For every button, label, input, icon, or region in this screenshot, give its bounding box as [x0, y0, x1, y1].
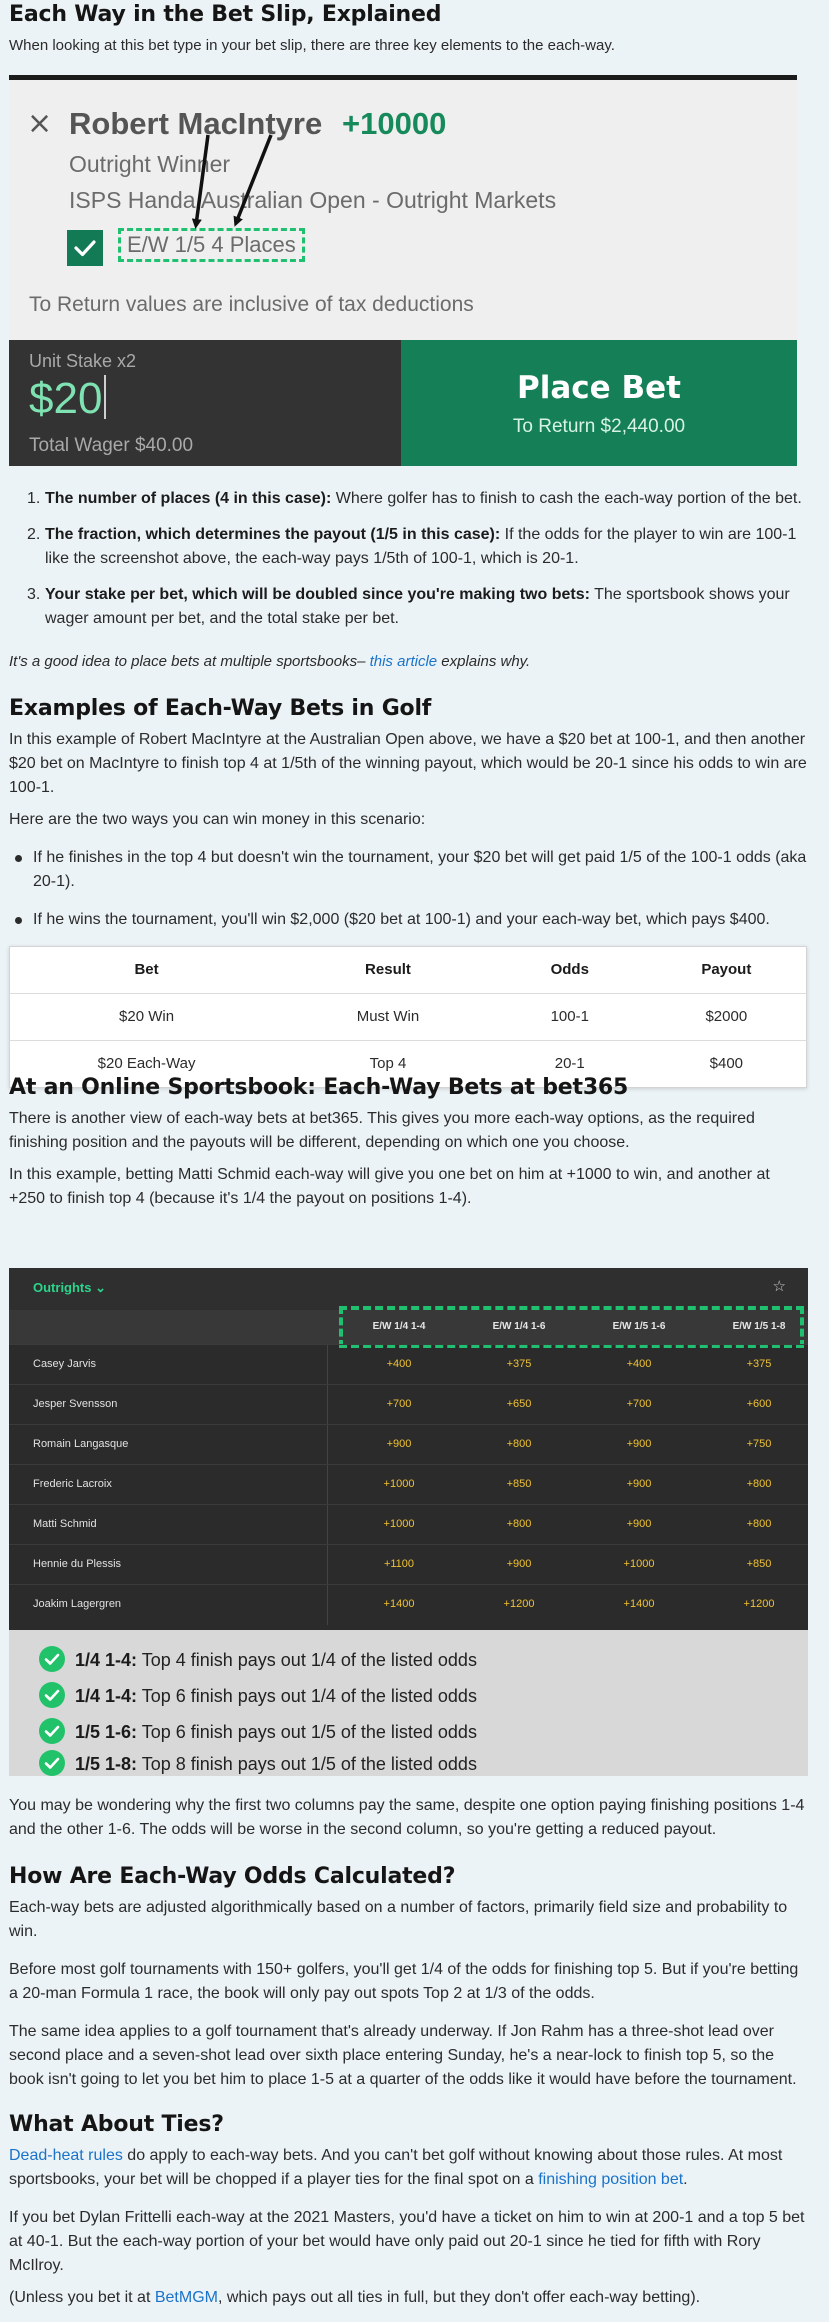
player-name: Robert MacIntyre [69, 106, 323, 141]
each-way-columns-highlight [339, 1306, 804, 1348]
odds-cell[interactable]: +900 [626, 1438, 652, 1450]
table-row [9, 1464, 808, 1504]
odds-cell[interactable]: +1100 [383, 1558, 415, 1570]
column-header: Payout [701, 961, 752, 979]
section-heading-odds-calculated: How Are Each-Way Odds Calculated? [9, 1864, 456, 1889]
odds-cell[interactable]: +800 [746, 1478, 772, 1490]
to-return-amount: To Return $2,440.00 [512, 416, 686, 437]
table-cell: $2000 [647, 994, 807, 1041]
check-circle-icon [39, 1682, 65, 1708]
column-header: E/W 1/4 1-4 [372, 1321, 426, 1332]
column-header: Result [365, 961, 411, 979]
bet365-outrights-screenshot [9, 1268, 808, 1630]
examples-paragraph: In this example of Robert MacIntyre at the Australian Open above, we have a $20 bet at 100-1, and then another $20 bet on MacIntyre to finish top 4 at 1/5th of the winning payout, which would be 20-1 since his odds to win are 100-1. [9, 731, 807, 796]
outrights-dropdown[interactable]: Outrights ⌄ [33, 1280, 106, 1295]
player-name: Hennie du Plessis [33, 1558, 122, 1570]
odds-cell[interactable]: +1400 [383, 1598, 415, 1610]
odds-cell[interactable]: +1400 [623, 1598, 655, 1610]
player-name: Frederic Lacroix [33, 1478, 112, 1490]
odds-cell[interactable]: +800 [506, 1438, 532, 1450]
table-cell: 20-1 [493, 1041, 647, 1088]
player-name: Jesper Svensson [33, 1398, 118, 1410]
odds-cell[interactable]: +600 [746, 1398, 772, 1410]
section-heading-bet-slip: Each Way in the Bet Slip, Explained [9, 2, 442, 27]
player-name: Joakim Lagergren [33, 1598, 122, 1610]
odds-cell[interactable]: +900 [506, 1558, 532, 1570]
odds-cell[interactable]: +900 [626, 1518, 652, 1530]
list-item: If he finishes in the top 4 but doesn't win the tournament, your $20 bet will get paid 1/5 of the 100-1 odds (aka 20-1). [9, 846, 809, 894]
market-name: Outright Winner [69, 151, 231, 177]
odds-cell[interactable]: +800 [746, 1518, 772, 1530]
table-cell: $20 Each-Way [10, 1041, 284, 1088]
player-name: Casey Jarvis [33, 1358, 96, 1370]
section-heading-ties: What About Ties? [9, 2112, 224, 2137]
each-way-example-table [9, 946, 807, 1088]
each-way-terms: E/W 1/5 4 Places [118, 228, 305, 262]
this-article-link[interactable]: this article [369, 653, 438, 670]
text-cursor [104, 375, 106, 419]
place-bet-button[interactable] [401, 340, 797, 466]
odds-cell[interactable]: +850 [746, 1558, 772, 1570]
odds-cell[interactable]: +800 [506, 1518, 532, 1530]
finishing-position-bet-link[interactable]: finishing position bet [538, 2171, 684, 2188]
bet365-intro: There is another view of each-way bets at bet365. This gives you more each-way options, as the required finishing position and the payouts will be different, depending on which one you choose. [9, 1110, 755, 1151]
odds-cell[interactable]: +700 [386, 1398, 412, 1410]
stake-input[interactable] [29, 370, 106, 428]
odds-cell[interactable]: +400 [626, 1358, 652, 1370]
stake-label: Unit Stake x2 [29, 351, 137, 371]
section-intro: When looking at this bet type in your bet slip, there are three key elements to the each-way. [9, 37, 615, 54]
table-row [9, 1504, 808, 1544]
each-way-elements-list [27, 487, 807, 643]
table-header-row [10, 947, 807, 994]
win-scenarios-list [9, 846, 809, 946]
star-icon[interactable]: ☆ [772, 1277, 786, 1295]
odds-cell[interactable]: +1200 [743, 1598, 775, 1610]
table-cell: 100-1 [493, 994, 647, 1041]
column-header: E/W 1/5 1-6 [612, 1321, 666, 1332]
column-header: E/W 1/4 1-6 [492, 1321, 546, 1332]
ties-paragraph-2: If you bet Dylan Frittelli each-way at the 2021 Masters, you'd have a ticket on him to win at 200-1 and a top 5 bet at 40-1. But the each-way portion of your bet would have only paid out 20-1 since he tied for fifth with Rory McIlroy. [9, 2209, 805, 2274]
bet-slip-screenshot [9, 75, 797, 465]
ties-paragraph-1: Dead-heat rules do apply to each-way bets. And you can't bet golf without knowing about those rules. At most sportsbooks, your bet will be chopped if a player ties for the final spot on a finishing position bet. [9, 2147, 783, 2188]
odds-cell[interactable]: +1200 [503, 1598, 535, 1610]
table-row [9, 1584, 808, 1624]
check-circle-icon [39, 1718, 65, 1744]
odds-cell[interactable]: +850 [506, 1478, 532, 1490]
odds-cell[interactable]: +375 [746, 1358, 772, 1370]
table-row [9, 1384, 808, 1424]
table-row [9, 1424, 808, 1464]
player-name: Matti Schmid [33, 1518, 97, 1530]
betmgm-link[interactable]: BetMGM [154, 2289, 218, 2306]
table-cell: Top 4 [283, 1041, 493, 1088]
close-icon[interactable]: × [27, 106, 53, 141]
bet365-header [9, 1268, 808, 1310]
odds-cell[interactable]: +1000 [623, 1558, 655, 1570]
matti-schmid-example: In this example, betting Matti Schmid each-way will give you one bet on him at +1000 to win, and another at +250 to finish top 4 (because it's 1/4 the payout on positions 1-4). [9, 1166, 770, 1207]
player-name: Romain Langasque [33, 1438, 129, 1450]
event-name: ISPS Handa Australian Open - Outright Markets [69, 187, 557, 213]
column-header: E/W 1/5 1-8 [732, 1321, 786, 1332]
annotation-arrows-icon [9, 75, 797, 275]
odds-cell[interactable]: +700 [626, 1398, 652, 1410]
stake-value: $20 [29, 374, 103, 423]
odds-cell[interactable]: +900 [626, 1478, 652, 1490]
odds-cell[interactable]: +1000 [383, 1518, 415, 1530]
table-row [9, 1344, 808, 1384]
table-cell: $20 Win [10, 994, 284, 1041]
stake-panel[interactable] [9, 340, 401, 466]
odds-calculated-paragraph-1: Each-way bets are adjusted algorithmically based on a number of factors, primarily field size and probability to win. [9, 1899, 788, 1940]
check-circle-icon [39, 1750, 65, 1776]
section-heading-bet365: At an Online Sportsbook: Each-Way Bets at bet365 [9, 1075, 629, 1100]
odds-cell[interactable]: +400 [386, 1358, 412, 1370]
list-item: If he wins the tournament, you'll win $2,000 ($20 bet at 100-1) and your each-way bet, which pays $400. [9, 908, 809, 932]
first-two-columns-paragraph: You may be wondering why the first two columns pay the same, despite one option paying finishing positions 1-4 and the other 1-6. The odds will be worse in the second column, so you're getting a reduced payout. [9, 1797, 805, 1838]
place-bet-label: Place Bet [517, 370, 681, 406]
ties-paragraph-3: (Unless you bet it at BetMGM, which pays out all ties in full, but they don't offer each-way betting). [9, 2289, 701, 2306]
each-way-options-legend: 1/4 1-4: Top 4 finish pays out 1/4 of the listed odds 1/4 1-4: Top 6 finish pays out 1/4 of the listed odds 1/5 1-6: Top 6 finish pays out 1/5 of the listed odds 1/5 1-8: Top 8 finish pays out 1/5 of the listed odds [9, 1630, 808, 1776]
table-row [9, 1544, 808, 1584]
player-odds: +10000 [342, 106, 447, 141]
list-item: 2. The fraction, which determines the payout (1/5 in this case): If the odds for the player to win are 100-1 like the screenshot above, the each-way pays 1/5th of 100-1, which is 20-1. [27, 526, 797, 567]
multiple-sportsbooks-tip: It's a good idea to place bets at multiple sportsbooks– this article explains why. [9, 653, 531, 670]
check-circle-icon [39, 1646, 65, 1672]
list-item: 1. The number of places (4 in this case): Where golfer has to finish to cash the each-way portion of the bet. [27, 490, 802, 507]
tax-note: To Return values are inclusive of tax deductions [29, 293, 474, 316]
two-ways-paragraph: Here are the two ways you can win money in this scenario: [9, 811, 426, 828]
section-heading-examples: Examples of Each-Way Bets in Golf [9, 696, 432, 721]
total-wager: Total Wager $40.00 [29, 435, 194, 456]
list-item: 3. Your stake per bet, which will be doubled since you're making two bets: The sportsbook shows your wager amount per bet, and the total stake per bet. [27, 586, 790, 627]
odds-cell[interactable]: +375 [506, 1358, 532, 1370]
dead-heat-rules-link[interactable]: Dead-heat rules [9, 2147, 123, 2164]
table-row [10, 994, 807, 1041]
table-cell: $400 [647, 1041, 807, 1088]
odds-cell[interactable]: +1000 [383, 1478, 415, 1490]
odds-cell[interactable]: +650 [506, 1398, 532, 1410]
column-header: Odds [550, 961, 589, 979]
odds-cell[interactable]: +750 [746, 1438, 772, 1450]
column-header: Bet [134, 961, 159, 979]
odds-calculated-paragraph-3: The same idea applies to a golf tournament that's already underway. If Jon Rahm has a three-shot lead over second place and a seven-shot lead over sixth place entering Sunday, he's a near-lock to finish top 5, so the book isn't going to let you bet him to place 1-5 at a quarter of the odds like it would have before the tournament. [9, 2023, 797, 2088]
table-cell: Must Win [283, 994, 493, 1041]
odds-cell[interactable]: +900 [386, 1438, 412, 1450]
odds-calculated-paragraph-2: Before most golf tournaments with 150+ golfers, you'll get 1/4 of the odds for finishing top 5. But if you're betting a 20-man Formula 1 race, the book will only pay out spots Top 2 at 1/3 of the odds. [9, 1961, 799, 2002]
